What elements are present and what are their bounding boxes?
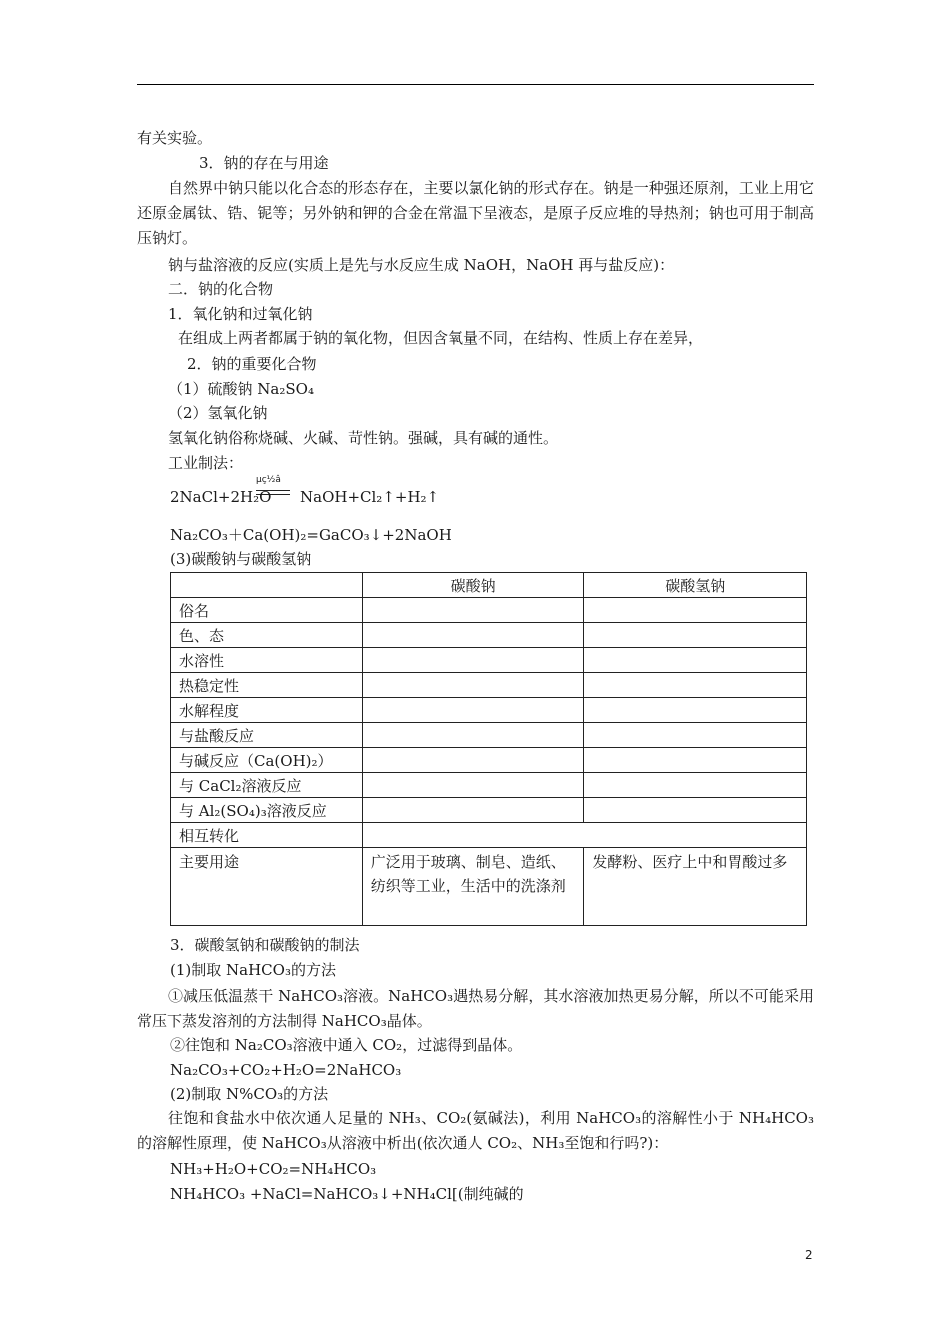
table-row xyxy=(171,623,807,648)
table-cell: 广泛用于玻璃、制皂、造纸、纺织等工业，生活中的洗涤剂 xyxy=(362,848,584,926)
table-cell xyxy=(362,648,584,673)
table-cell: 与盐酸反应 xyxy=(171,723,363,748)
section-heading: 2．钠的重要化合物 xyxy=(187,355,317,373)
table-cell: 水溶性 xyxy=(171,648,363,673)
equation-left: 2NaCl+2H₂O xyxy=(170,488,272,506)
text-line: 有关实验。 xyxy=(137,129,213,147)
table-cell xyxy=(584,798,807,823)
table-cell: 俗名 xyxy=(171,598,363,623)
text-line: 氢氧化钠俗称烧碱、火碱、苛性钠。强碱，具有碱的通性。 xyxy=(168,429,559,447)
equation: NH₄HCO₃ +NaCl=NaHCO₃↓+NH₄Cl[(制纯碱的 xyxy=(170,1185,524,1203)
table-cell xyxy=(362,723,584,748)
table-cell xyxy=(362,698,584,723)
table-cell: 水解程度 xyxy=(171,698,363,723)
table-cell xyxy=(362,673,584,698)
table-header-cell: 碳酸氢钠 xyxy=(584,573,807,598)
table-cell: 与 CaCl₂溶液反应 xyxy=(171,773,363,798)
table-row xyxy=(171,823,807,848)
comparison-table xyxy=(170,572,807,926)
table-cell xyxy=(584,648,807,673)
table-cell: 主要用途 xyxy=(171,848,363,926)
equation: Na₂CO₃＋Ca(OH)₂=GaCO₃↓+2NaOH xyxy=(170,526,452,544)
text-line: 工业制法： xyxy=(168,454,244,472)
table-cell xyxy=(362,598,584,623)
table-row xyxy=(171,748,807,773)
table-row xyxy=(171,848,807,926)
table-header-cell xyxy=(171,573,363,598)
table-header-row xyxy=(171,573,807,598)
text-line: (3)碳酸钠与碳酸氢钠 xyxy=(170,550,312,568)
table-cell xyxy=(362,623,584,648)
table-header-cell: 碳酸钠 xyxy=(362,573,584,598)
table-row xyxy=(171,698,807,723)
table-cell: 与 Al₂(SO₄)₃溶液反应 xyxy=(171,798,363,823)
table-cell: 与碱反应（Ca(OH)₂） xyxy=(171,748,363,773)
table-cell: 色、态 xyxy=(171,623,363,648)
equation: NH₃+H₂O+CO₂=NH₄HCO₃ xyxy=(170,1160,377,1178)
table-cell xyxy=(584,748,807,773)
header-rule xyxy=(137,84,814,85)
table-cell xyxy=(362,823,806,848)
text-line: ②往饱和 Na₂CO₃溶液中通入 CO₂，过滤得到晶体。 xyxy=(170,1036,523,1054)
table-cell xyxy=(584,673,807,698)
text-line: (1)制取 NaHCO₃的方法 xyxy=(170,961,336,979)
text-line: 钠与盐溶液的反应(实质上是先与水反应生成 NaOH，NaOH 再与盐反应)： xyxy=(168,256,675,274)
text-line: 在组成上两者都属于钠的氧化物，但因含氧量不同，在结构、性质上存在差异， xyxy=(178,329,704,347)
text-line: （1）硫酸钠 Na₂SO₄ xyxy=(168,380,314,398)
table-row xyxy=(171,798,807,823)
table-cell xyxy=(584,598,807,623)
text-line: （2）氢氧化钠 xyxy=(168,404,268,422)
text-line: (2)制取 N%CO₃的方法 xyxy=(170,1085,329,1103)
equation: Na₂CO₃+CO₂+H₂O=2NaHCO₃ xyxy=(170,1061,402,1079)
table-cell: 热稳定性 xyxy=(171,673,363,698)
page-number: 2 xyxy=(805,1248,813,1262)
equation-right: NaOH+Cl₂↑+H₂↑ xyxy=(300,488,440,506)
section-heading: 二．钠的化合物 xyxy=(168,280,274,298)
table-row xyxy=(171,673,807,698)
table-row xyxy=(171,648,807,673)
table-cell xyxy=(362,748,584,773)
paragraph: ①减压低温蒸干 NaHCO₃溶液。NaHCO₃遇热易分解，其水溶液加热更易分解，所以不可能采用常压下蒸发溶剂的方法制得 NaHCO₃晶体。 xyxy=(137,987,814,1030)
table-row xyxy=(171,598,807,623)
table-cell xyxy=(362,773,584,798)
equation-condition-label: µç½â xyxy=(256,475,281,485)
table-cell xyxy=(584,723,807,748)
section-heading: 1．氧化钠和过氧化钠 xyxy=(168,305,313,323)
paragraph: 往饱和食盐水中依次通人足量的 NH₃、CO₂(氨碱法)，利用 NaHCO₃的溶解性小于 NH₄HCO₃的溶解性原理，使 NaHCO₃从溶液中析出(依次通人 CO₂、NH₃至饱和行吗?)： xyxy=(137,1109,814,1152)
table-cell xyxy=(584,698,807,723)
table-cell xyxy=(584,773,807,798)
section-heading: 3．钠的存在与用途 xyxy=(199,154,329,172)
table-cell xyxy=(362,798,584,823)
section-heading: 3．碳酸氢钠和碳酸钠的制法 xyxy=(170,936,360,954)
paragraph: 自然界中钠只能以化合态的形态存在，主要以氯化钠的形式存在。钠是一种强还原剂，工业上用它还原金属钛、锆、铌等；另外钠和钾的合金在常温下呈液态，是原子反应堆的导热剂；钠也可用于制高压钠灯。 xyxy=(137,179,814,247)
table-cell: 相互转化 xyxy=(171,823,363,848)
table-cell: 发酵粉、医疗上中和胃酸过多 xyxy=(584,848,807,926)
table-row xyxy=(171,723,807,748)
table-cell xyxy=(584,623,807,648)
table-row xyxy=(171,773,807,798)
